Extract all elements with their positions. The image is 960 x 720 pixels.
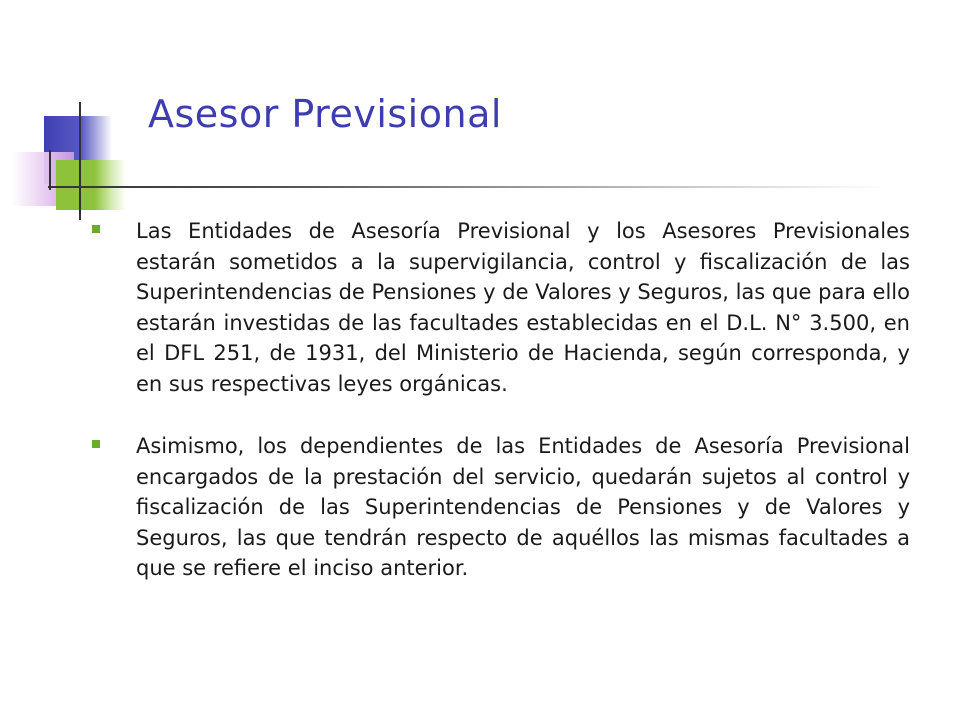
decorative-vertical-line-short [49, 150, 51, 190]
decorative-vertical-line [79, 102, 81, 220]
slide-content [90, 216, 910, 616]
decorative-green-square [56, 160, 126, 210]
bullet-text: Asimismo, los dependientes de las Entidades de Asesoría Previsional encargados de la prestación del servicio, quedarán sujetos al control y fiscalización de las Superintendencias de Pensiones y de Valores y Seguros, las que tendrán respecto de aquéllos las mismas facultades a que se refiere el inciso anterior. [136, 434, 910, 580]
square-bullet-icon [90, 216, 136, 233]
title-underline [48, 186, 888, 188]
slide-title: Asesor Previsional [148, 92, 502, 136]
square-bullet-icon [90, 431, 136, 448]
bullet-text: Las Entidades de Asesoría Previsional y los Asesores Previsionales estarán sometidos a la supervigilancia, control y fiscalización de las Superintendencias de Pensiones y de Valores y Seguros, las que para ello estarán investidas de las facultades establecidas en el D.L. N° 3.500, en el DFL 251, de 1931, del Ministerio de Hacienda, según corresponda, y en sus respectivas leyes orgánicas. [136, 219, 910, 396]
bullet-item [90, 431, 910, 584]
bullet-item [90, 216, 910, 399]
